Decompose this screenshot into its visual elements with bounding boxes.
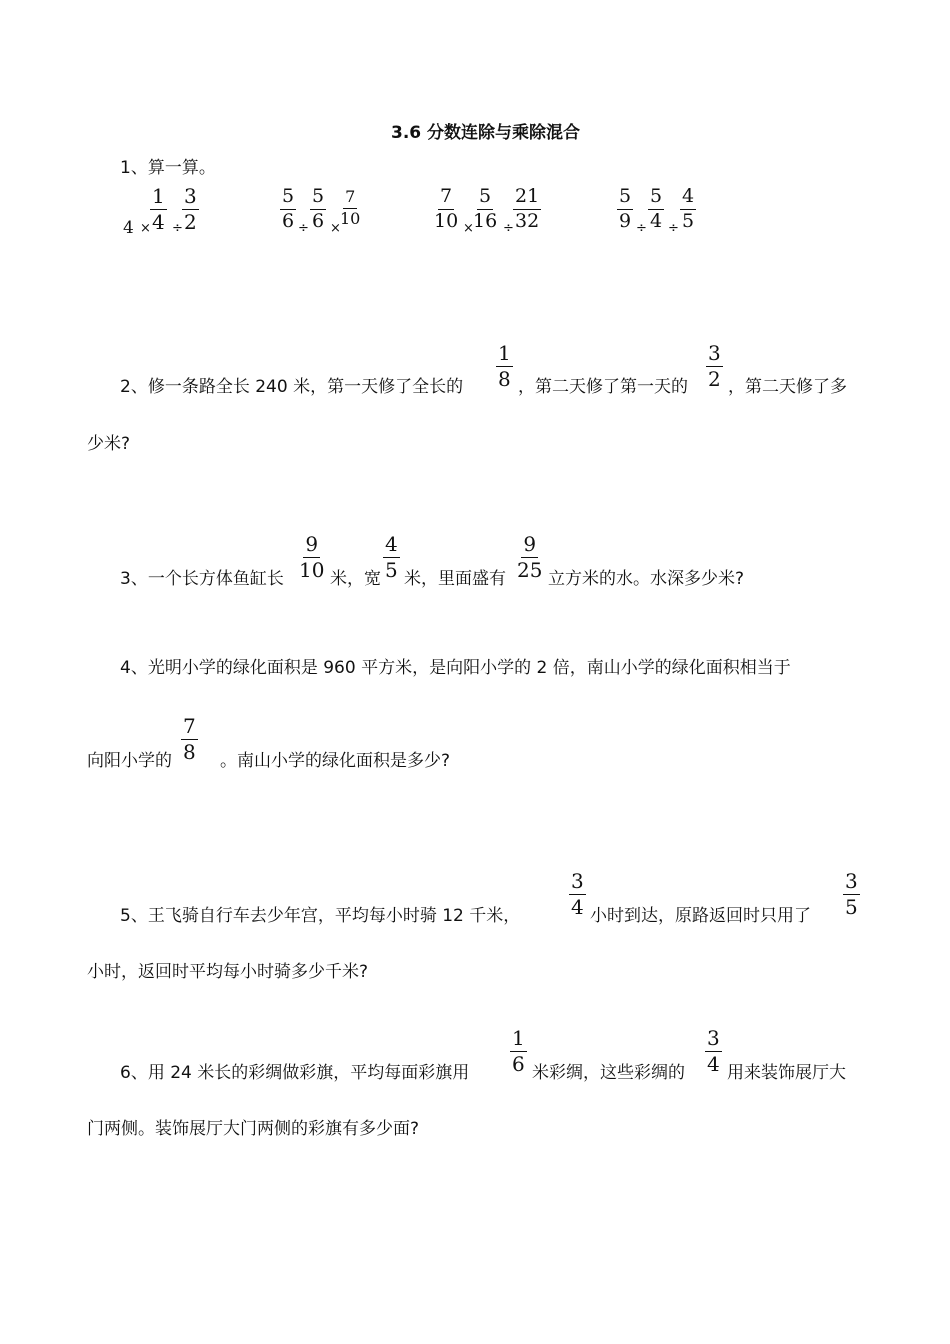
q2-text-4: 少米? [87,434,131,454]
multiply-sign: × [463,221,474,236]
fraction: $\frac{3}{5}$ [845,869,858,919]
fraction: $\frac{3}{4}$ [707,1026,720,1076]
fraction: $\frac{5}{16}$ [473,185,498,232]
q4-text-3: 。南山小学的绿化面积是多少? [220,751,451,771]
fraction: $\frac{7}{8}$ [183,714,196,764]
divide-sign: ÷ [503,221,514,236]
fraction: $\frac{4}{5}$ [682,185,695,232]
q6-text-3: 用来装饰展厅大 [727,1063,846,1083]
q6-text-2: 米彩绸，这些彩绸的 [532,1063,685,1083]
fraction: $\frac{7}{10}$ [434,185,459,232]
q3-text-4: 立方米的水。水深多少米? [548,569,745,589]
q3-text-1: 3、一个长方体鱼缸长 [120,569,284,589]
q1-label: 1、算一算。 [120,158,216,178]
q4-text-2: 向阳小学的 [87,751,172,771]
q3-text-2: 米，宽 [330,569,381,589]
fraction: $\frac{1}{6}$ [512,1026,525,1076]
multiply-sign: × [330,221,341,236]
q4-text-1: 4、光明小学的绿化面积是 960 平方米，是向阳小学的 2 倍，南山小学的绿化面积相当于 [120,658,791,678]
fraction: $\frac{4}{5}$ [385,532,398,582]
fraction: $\frac{9}{25}$ [517,532,543,582]
q5-text-3: 小时，返回时平均每小时骑多少千米? [87,962,369,982]
fraction: $\frac{3}{2}$ [708,341,721,391]
q6-text-1: 6、用 24 米长的彩绸做彩旗，平均每面彩旗用 [120,1063,470,1083]
divide-sign: ÷ [668,221,679,236]
divide-sign: ÷ [172,221,183,236]
divide-sign: ÷ [636,221,647,236]
fraction: $\frac{3}{2}$ [184,184,197,234]
q5-text-1: 5、王飞骑自行车去少年宫，平均每小时骑 12 千米， [120,906,521,926]
divide-sign: ÷ [298,221,309,236]
q3-text-3: 米，里面盛有 [404,569,506,589]
fraction: $\frac{1}{4}$ [152,184,165,234]
multiply-sign: × [140,221,151,236]
page-title: 3.6 分数连除与乘除混合 [391,123,581,143]
fraction: $\frac{21}{32}$ [515,185,540,232]
fraction: $\frac{5}{9}$ [619,185,632,232]
fraction: $\frac{5}{6}$ [312,185,325,232]
fraction: $\frac{9}{10}$ [299,532,325,582]
whole-number: 4 [123,218,134,238]
q2-text-2: ，第二天修了第一天的 [518,377,688,397]
fraction: $\frac{3}{4}$ [571,869,584,919]
fraction: $\frac{1}{8}$ [498,341,511,391]
q2-text-3: ，第二天修了多 [728,377,847,397]
fraction: $\frac{5}{4}$ [650,185,663,232]
fraction: $\frac{5}{6}$ [282,185,295,232]
q2-text-1: 2、修一条路全长 240 米，第一天修了全长的 [120,377,464,397]
q5-text-2: 小时到达，原路返回时只用了 [590,906,811,926]
fraction: $\frac{7}{10}$ [340,187,361,228]
q6-text-4: 门两侧。装饰展厅大门两侧的彩旗有多少面? [87,1119,420,1139]
